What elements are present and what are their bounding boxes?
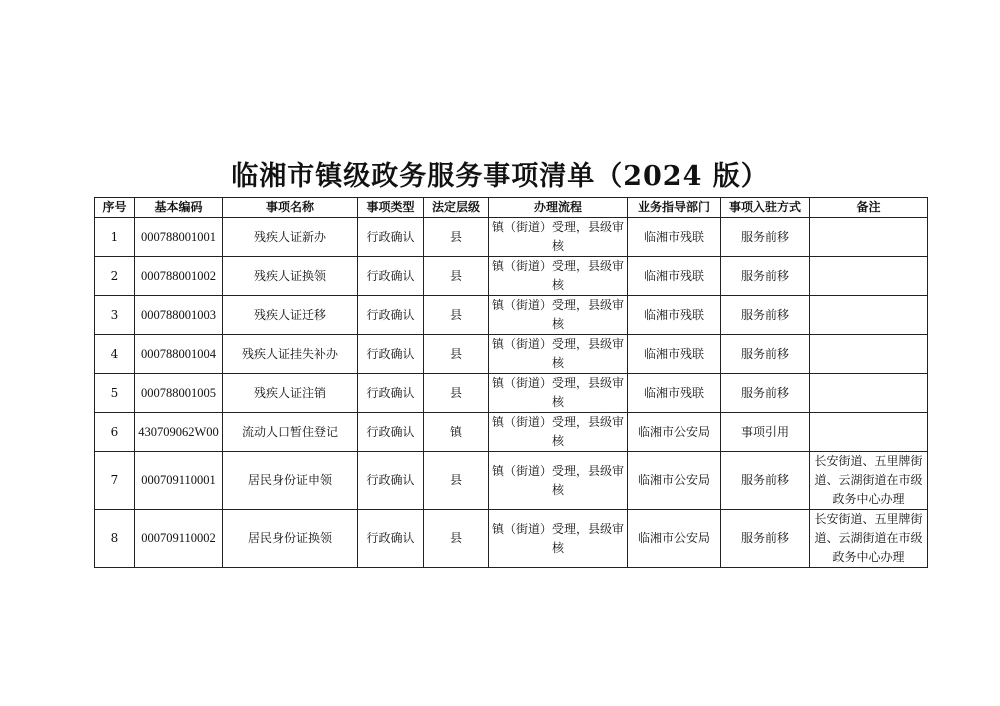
cell-name: 居民身份证申领	[223, 452, 358, 510]
cell-type: 行政确认	[358, 374, 424, 413]
table-row	[95, 257, 928, 296]
cell-dept: 临湘市残联	[628, 374, 721, 413]
table-row	[95, 452, 928, 510]
cell-mode: 服务前移	[721, 296, 810, 335]
cell-level: 县	[424, 452, 489, 510]
cell-type: 行政确认	[358, 510, 424, 568]
header-dept: 业务指导部门	[628, 198, 721, 218]
cell-process: 镇（街道）受理，县级审核	[489, 374, 628, 413]
header-type: 事项类型	[358, 198, 424, 218]
cell-code: 000788001005	[135, 374, 223, 413]
cell-dept: 临湘市公安局	[628, 413, 721, 452]
cell-process: 镇（街道）受理，县级审核	[489, 257, 628, 296]
cell-no: 1	[95, 218, 135, 257]
cell-process: 镇（街道）受理，县级审核	[489, 218, 628, 257]
cell-dept: 临湘市残联	[628, 296, 721, 335]
cell-process: 镇（街道）受理，县级审核	[489, 452, 628, 510]
cell-dept: 临湘市残联	[628, 335, 721, 374]
table-row	[95, 374, 928, 413]
cell-remark	[810, 413, 928, 452]
cell-code: 000709110001	[135, 452, 223, 510]
cell-mode: 服务前移	[721, 335, 810, 374]
cell-type: 行政确认	[358, 413, 424, 452]
page-title: 临湘市镇级政务服务事项清单（2024 版）	[231, 161, 769, 192]
cell-name: 残疾人证迁移	[223, 296, 358, 335]
header-mode: 事项入驻方式	[721, 198, 810, 218]
cell-code: 430709062W00	[135, 413, 223, 452]
header-name: 事项名称	[223, 198, 358, 218]
cell-mode: 服务前移	[721, 510, 810, 568]
cell-type: 行政确认	[358, 296, 424, 335]
header-no: 序号	[95, 198, 135, 218]
cell-remark	[810, 335, 928, 374]
cell-name: 流动人口暂住登记	[223, 413, 358, 452]
cell-code: 000788001004	[135, 335, 223, 374]
header-process: 办理流程	[489, 198, 628, 218]
cell-dept: 临湘市公安局	[628, 452, 721, 510]
table-row	[95, 510, 928, 568]
cell-code: 000709110002	[135, 510, 223, 568]
table-row	[95, 296, 928, 335]
cell-no: 8	[95, 510, 135, 568]
table-row	[95, 413, 928, 452]
cell-remark	[810, 257, 928, 296]
cell-mode: 服务前移	[721, 257, 810, 296]
cell-type: 行政确认	[358, 218, 424, 257]
cell-remark	[810, 296, 928, 335]
cell-no: 2	[95, 257, 135, 296]
cell-type: 行政确认	[358, 257, 424, 296]
cell-remark	[810, 218, 928, 257]
cell-code: 000788001003	[135, 296, 223, 335]
cell-no: 5	[95, 374, 135, 413]
cell-mode: 服务前移	[721, 452, 810, 510]
cell-process: 镇（街道）受理，县级审核	[489, 413, 628, 452]
cell-name: 残疾人证换领	[223, 257, 358, 296]
cell-process: 镇（街道）受理，县级审核	[489, 510, 628, 568]
cell-level: 县	[424, 296, 489, 335]
cell-mode: 服务前移	[721, 218, 810, 257]
cell-process: 镇（街道）受理，县级审核	[489, 335, 628, 374]
header-level: 法定层级	[424, 198, 489, 218]
cell-level: 县	[424, 335, 489, 374]
cell-name: 残疾人证挂失补办	[223, 335, 358, 374]
cell-level: 县	[424, 218, 489, 257]
cell-no: 4	[95, 335, 135, 374]
cell-dept: 临湘市残联	[628, 218, 721, 257]
cell-no: 7	[95, 452, 135, 510]
cell-name: 残疾人证新办	[223, 218, 358, 257]
cell-mode: 事项引用	[721, 413, 810, 452]
cell-name: 居民身份证换领	[223, 510, 358, 568]
cell-level: 县	[424, 257, 489, 296]
table-row	[95, 218, 928, 257]
cell-remark: 长安街道、五里牌街道、云湖街道在市级政务中心办理	[810, 452, 928, 510]
cell-type: 行政确认	[358, 452, 424, 510]
cell-type: 行政确认	[358, 335, 424, 374]
cell-name: 残疾人证注销	[223, 374, 358, 413]
cell-mode: 服务前移	[721, 374, 810, 413]
header-code: 基本编码	[135, 198, 223, 218]
table-row	[95, 335, 928, 374]
cell-no: 3	[95, 296, 135, 335]
cell-level: 镇	[424, 413, 489, 452]
cell-level: 县	[424, 510, 489, 568]
cell-process: 镇（街道）受理，县级审核	[489, 296, 628, 335]
cell-remark: 长安街道、五里牌街道、云湖街道在市级政务中心办理	[810, 510, 928, 568]
table-header-row	[95, 198, 928, 218]
cell-code: 000788001002	[135, 257, 223, 296]
cell-remark	[810, 374, 928, 413]
cell-dept: 临湘市公安局	[628, 510, 721, 568]
service-matters-table	[94, 197, 928, 568]
cell-no: 6	[95, 413, 135, 452]
cell-code: 000788001001	[135, 218, 223, 257]
cell-level: 县	[424, 374, 489, 413]
header-remark: 备注	[810, 198, 928, 218]
cell-dept: 临湘市残联	[628, 257, 721, 296]
